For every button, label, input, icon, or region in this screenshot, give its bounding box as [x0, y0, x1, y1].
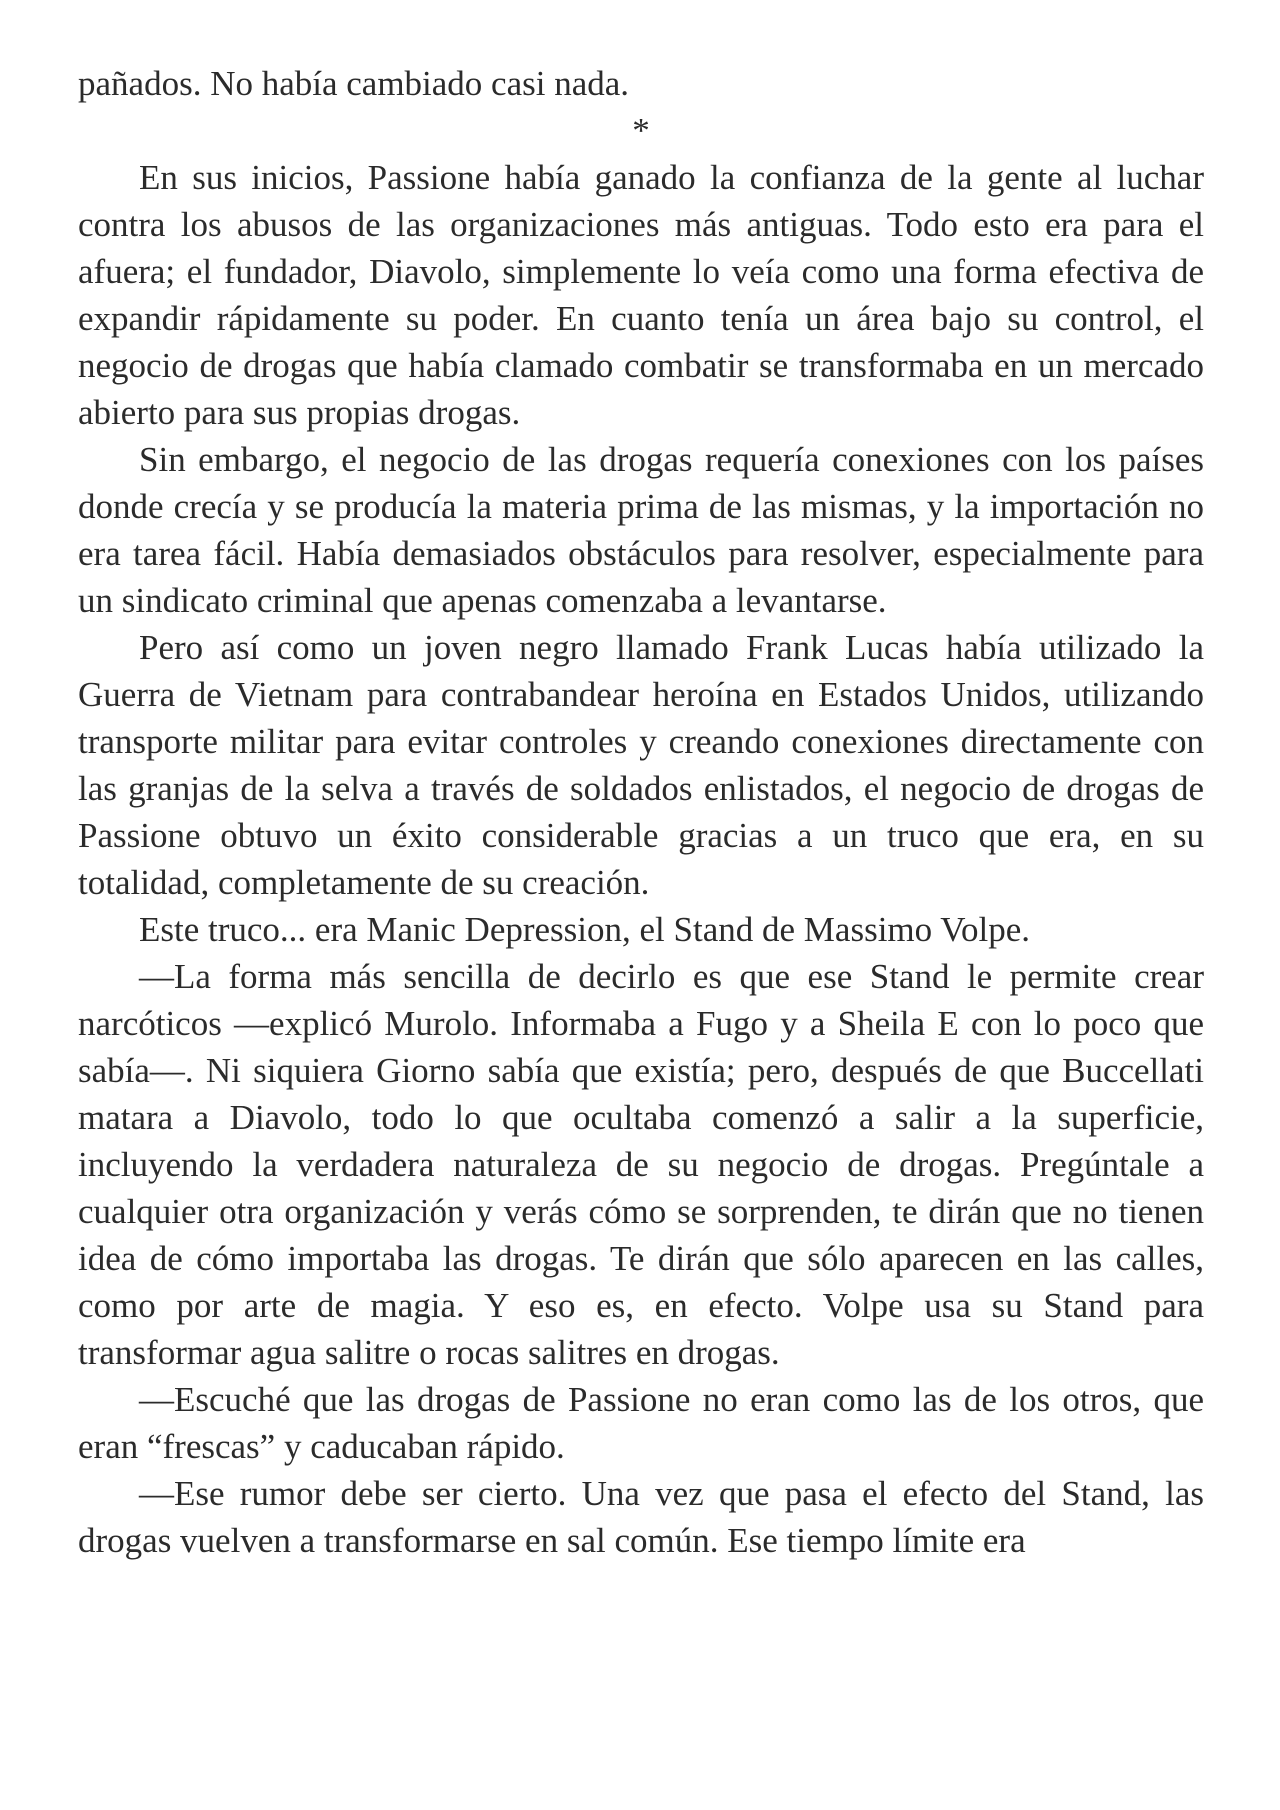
paragraph-7: —Ese rumor debe ser cierto. Una vez que pasa el efecto del Stand, las drogas vuelven a transformarse en sal común. Ese tiempo límite era: [78, 1474, 1204, 1560]
book-page: [78, 60, 1204, 1564]
paragraph-6: —Escuché que las drogas de Passione no eran como las de los otros, que eran “frescas” y caducaban rápido.: [78, 1380, 1204, 1466]
section-separator: *: [632, 111, 650, 150]
paragraph-4: Este truco... era Manic Depression, el Stand de Massimo Volpe.: [139, 910, 1031, 949]
continuation-line: pañados. No había cambiado casi nada.: [78, 64, 630, 103]
paragraph-5: —La forma más sencilla de decirlo es que ese Stand le permite crear narcóticos —explicó Murolo. Informaba a Fugo y a Sheila E con lo poco que sabía—. Ni siquiera Giorno sabía que existía; pero, después de que Buccellati matara a Diavolo, todo lo que ocultaba comenzó a salir a la superficie, incluyendo la verdadera naturaleza de su negocio de drogas. Pregúntale a cualquier otra organización y verás cómo se sorprenden, te dirán que no tienen idea de cómo importaba las drogas. Te dirán que sólo aparecen en las calles, como por arte de magia. Y eso es, en efecto. Volpe usa su Stand para transformar agua salitre o rocas salitres en drogas.: [78, 957, 1204, 1372]
paragraph-1: En sus inicios, Passione había ganado la confianza de la gente al luchar contra los abusos de las organizaciones más antiguas. Todo esto era para el afuera; el fundador, Diavolo, simplemente lo veía como una forma efectiva de expandir rápidamente su poder. En cuanto tenía un área bajo su control, el negocio de drogas que había clamado combatir se transformaba en un mercado abierto para sus propias drogas.: [78, 158, 1204, 432]
paragraph-2: Sin embargo, el negocio de las drogas requería conexiones con los países donde crecía y se producía la materia prima de las mismas, y la importación no era tarea fácil. Había demasiados obstáculos para resolver, especialmente para un sindicato criminal que apenas comenzaba a levantarse.: [78, 440, 1204, 620]
paragraph-3: Pero así como un joven negro llamado Frank Lucas había utilizado la Guerra de Vietnam para contrabandear heroína en Estados Unidos, utilizando transporte militar para evitar controles y creando conexiones directamente con las granjas de la selva a través de soldados enlistados, el negocio de drogas de Passione obtuvo un éxito considerable gracias a un truco que era, en su totalidad, completamente de su creación.: [78, 628, 1204, 902]
